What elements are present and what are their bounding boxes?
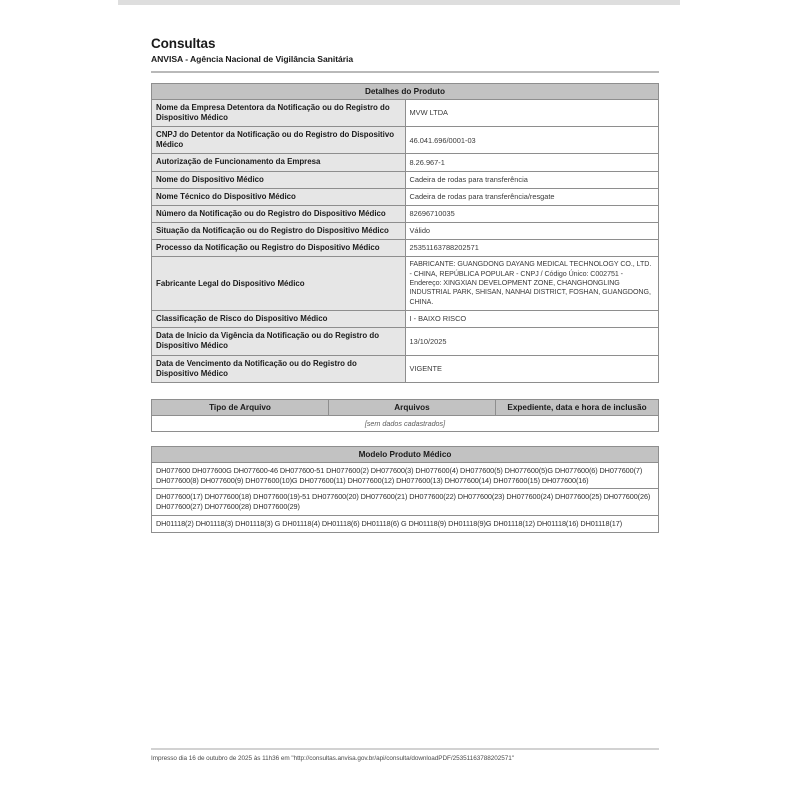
- product-details-table: [151, 83, 659, 383]
- table-header-row: [152, 399, 659, 415]
- detail-label: Fabricante Legal do Dispositivo Médico: [152, 257, 406, 311]
- table-row: [152, 489, 659, 516]
- detail-value: 82696710035: [405, 205, 659, 222]
- detail-value: 13/10/2025: [405, 328, 659, 355]
- detail-label: Nome da Empresa Detentora da Notificação ou do Registro do Dispositivo Médico: [152, 100, 406, 127]
- detail-value: MVW LTDA: [405, 100, 659, 127]
- model-codes-group: DH01118(2) DH01118(3) DH01118(3) G DH01118(4) DH01118(6) DH01118(6) G DH01118(9) DH01118(9)G DH01118(12) DH01118(16) DH01118(17): [152, 515, 659, 532]
- table-row: [152, 100, 659, 127]
- page-footer: [151, 748, 659, 762]
- detail-value: 46.041.696/0001-03: [405, 127, 659, 154]
- files-empty-message: [sem dados cadastrados]: [152, 415, 659, 431]
- table-row: [152, 222, 659, 239]
- detail-label: CNPJ do Detentor da Notificação ou do Registro do Dispositivo Médico: [152, 127, 406, 154]
- table-row: [152, 205, 659, 222]
- table-row: [152, 127, 659, 154]
- table-row: [152, 154, 659, 171]
- table-row: [152, 355, 659, 382]
- section-spacer: [151, 432, 661, 446]
- detail-label: Situação da Notificação ou do Registro do Dispositivo Médico: [152, 222, 406, 239]
- detail-label: Processo da Notificação ou Registro do Dispositivo Médico: [152, 239, 406, 256]
- detail-value: Cadeira de rodas para transferência/resgate: [405, 188, 659, 205]
- footer-divider: [151, 748, 659, 750]
- document-page: [118, 0, 680, 800]
- table-row: [152, 311, 659, 328]
- detail-label: Classificação de Risco do Dispositivo Médico: [152, 311, 406, 328]
- detail-label: Número da Notificação ou do Registro do Dispositivo Médico: [152, 205, 406, 222]
- detail-value: I - BAIXO RISCO: [405, 311, 659, 328]
- table-row: [152, 257, 659, 311]
- details-table-header: Detalhes do Produto: [152, 84, 659, 100]
- files-column-header-tipo: Tipo de Arquivo: [152, 399, 329, 415]
- page-subtitle: ANVISA - Agência Nacional de Vigilância Sanitária: [151, 54, 354, 64]
- detail-value: VIGENTE: [405, 355, 659, 382]
- detail-value: Válido: [405, 222, 659, 239]
- document-content: [151, 36, 661, 533]
- table-row: [152, 239, 659, 256]
- detail-label: Data de Vencimento da Notificação ou do Registro do Dispositivo Médico: [152, 355, 406, 382]
- table-row: [152, 171, 659, 188]
- detail-label: Data de Inicio da Vigência da Notificação ou do Registro do Dispositivo Médico: [152, 328, 406, 355]
- footer-print-info: Impresso dia 16 de outubro de 2025 às 11h36 em "http://consultas.anvisa.gov.br/api/consulta/downloadPDF/25351163788202571": [151, 755, 514, 762]
- detail-label: Nome Técnico do Dispositivo Médico: [152, 188, 406, 205]
- table-row: [152, 328, 659, 355]
- page-title: Consultas: [151, 36, 216, 51]
- files-column-header-expediente: Expediente, data e hora de inclusão: [496, 399, 659, 415]
- models-table-header: Modelo Produto Médico: [152, 446, 659, 462]
- model-codes-group: DH077600(17) DH077600(18) DH077600(19)-51 DH077600(20) DH077600(21) DH077600(22) DH077600(23) DH077600(24) DH077600(25) DH077600(26) DH077600(27) DH077600(28) DH077600(29): [152, 489, 659, 516]
- table-row: [152, 515, 659, 532]
- detail-value: 25351163788202571: [405, 239, 659, 256]
- models-table: [151, 446, 659, 533]
- detail-label: Autorização de Funcionamento da Empresa: [152, 154, 406, 171]
- detail-value: Cadeira de rodas para transferência: [405, 171, 659, 188]
- page-top-band: [118, 0, 680, 5]
- files-column-header-arquivos: Arquivos: [329, 399, 496, 415]
- table-row: [152, 415, 659, 431]
- table-header-row: [152, 446, 659, 462]
- files-table: [151, 399, 659, 432]
- table-header-row: [152, 84, 659, 100]
- table-row: [152, 462, 659, 489]
- section-spacer: [151, 383, 661, 399]
- detail-value: FABRICANTE: GUANGDONG DAYANG MEDICAL TECHNOLOGY CO., LTD. - CHINA, REPÚBLICA POPULAR - CNPJ / Código Único: C002751 - Endereço: XINGXIAN DEVELOPMENT ZONE, CHANGHONGLING INDUSTRIAL PARK, SHISAN, NANHAI DISTRICT, FOSHAN, GUANGDONG, CHINA.: [405, 257, 659, 311]
- detail-label: Nome do Dispositivo Médico: [152, 171, 406, 188]
- table-row: [152, 188, 659, 205]
- header-divider: [151, 71, 659, 73]
- detail-value: 8.26.967-1: [405, 154, 659, 171]
- model-codes-group: DH077600 DH077600G DH077600-46 DH077600-51 DH077600(2) DH077600(3) DH077600(4) DH077600(5) DH077600(5)G DH077600(6) DH077600(7) DH077600(8) DH077600(9) DH077600(10)G DH077600(11) DH077600(12) DH077600(13) DH077600(14) DH077600(15) DH077600(16): [152, 462, 659, 489]
